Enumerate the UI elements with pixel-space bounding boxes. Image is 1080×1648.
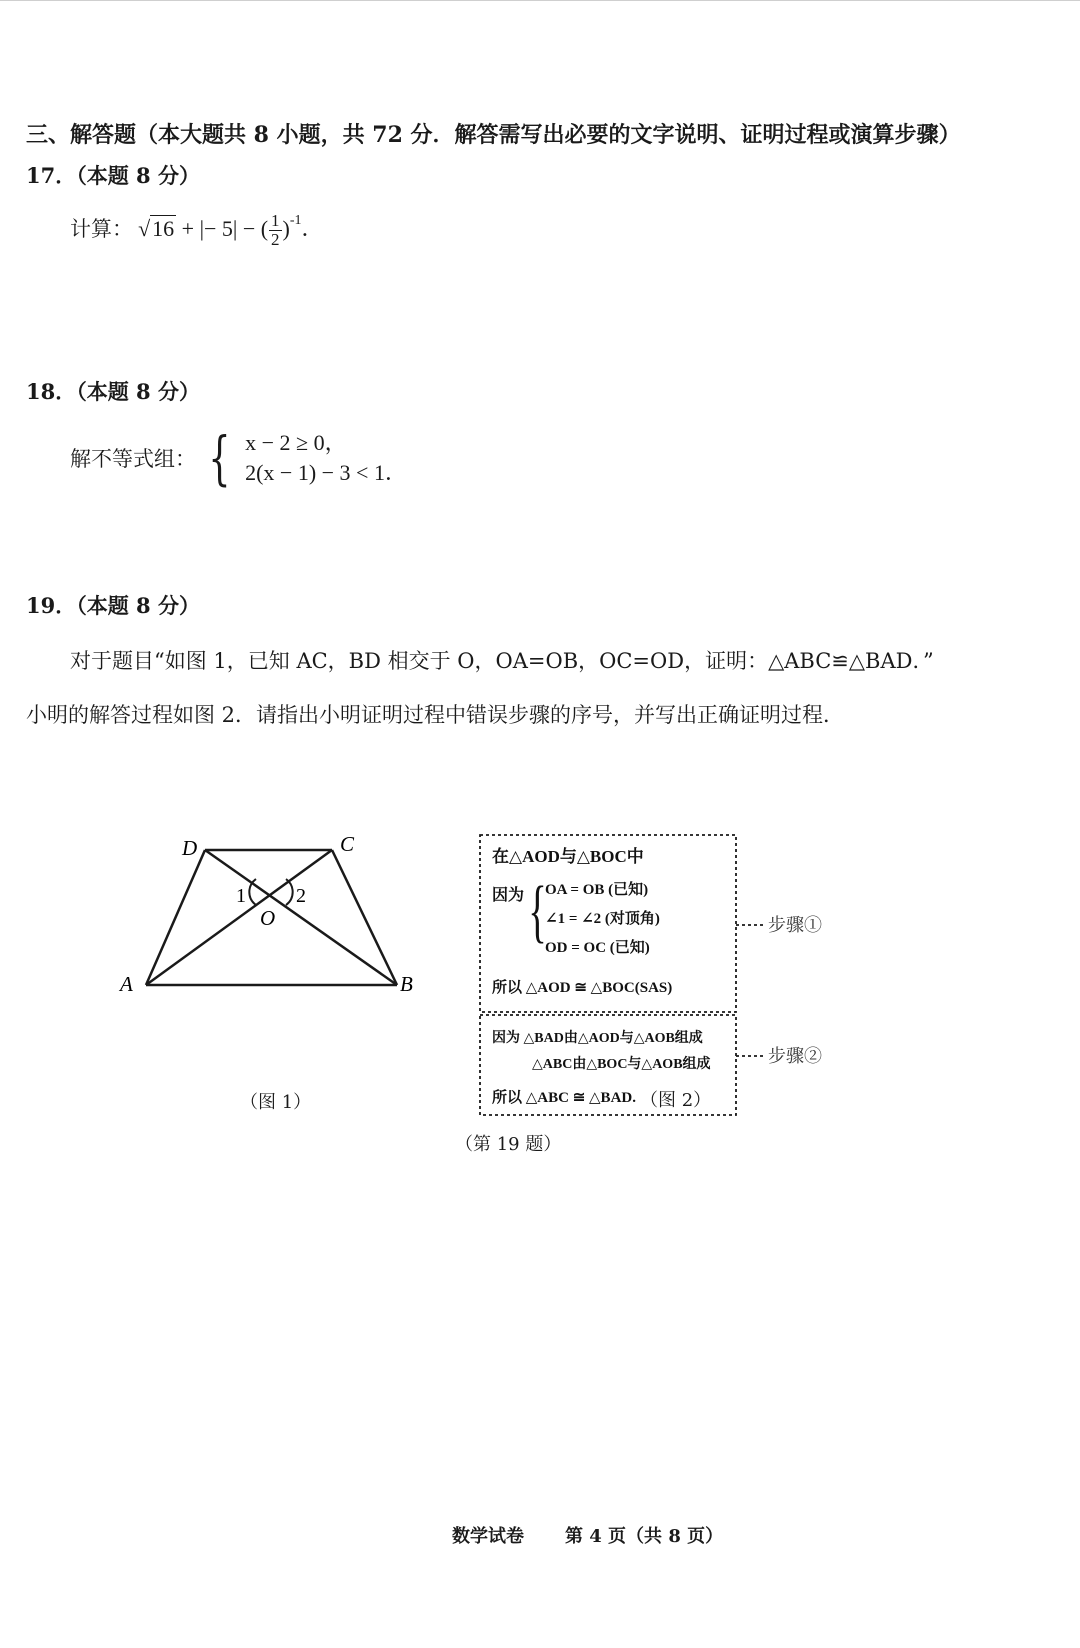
inequality-system bbox=[201, 424, 407, 492]
minus-paren: − ( bbox=[242, 216, 269, 241]
q17-header: 17．（本题 8 分） bbox=[26, 163, 200, 188]
diagonal-AC bbox=[146, 850, 332, 985]
q19-header: 19．（本题 8 分） bbox=[26, 593, 200, 618]
q18-header: 18．（本题 8 分） bbox=[26, 379, 200, 404]
q18-system bbox=[70, 424, 407, 492]
box1-brace: { bbox=[528, 873, 547, 951]
step1-label: 步骤① bbox=[768, 915, 822, 935]
label-A: A bbox=[120, 972, 133, 996]
box1-line1: 在△AOD与△BOC中 bbox=[492, 847, 644, 866]
box1-cond1: OA = OB (已知) bbox=[545, 882, 649, 898]
system-brace: { bbox=[208, 424, 231, 492]
box2-conclusion: 所以 △ABC ≅ △BAD. bbox=[492, 1090, 636, 1106]
fraction-denominator: 2 bbox=[271, 230, 280, 250]
inequality-1: x − 2 ≥ 0， bbox=[245, 430, 347, 455]
q17-expression bbox=[70, 212, 324, 249]
diagonal-BD bbox=[205, 850, 397, 985]
sqrt-sign: √ bbox=[138, 216, 151, 241]
label-C: C bbox=[340, 832, 355, 856]
footer-subject: 数学试卷 bbox=[452, 1526, 524, 1547]
box1-cond2: ∠1 = ∠2 (对顶角) bbox=[545, 911, 660, 927]
fraction-numerator: 1 bbox=[271, 211, 280, 231]
q17-math bbox=[138, 211, 324, 250]
label-O: O bbox=[260, 906, 276, 930]
section-title: 三、解答题（本大题共 8 小题，共 72 分．解答需写出必要的文字说明、证明过程或演算步骤） bbox=[26, 122, 961, 148]
plus-sign: + bbox=[181, 216, 195, 241]
figure-2-caption: （图 2） bbox=[640, 1090, 712, 1111]
label-angle-1: 1 bbox=[236, 885, 246, 907]
label-B: B bbox=[400, 972, 413, 996]
figure-1-trapezoid bbox=[110, 825, 430, 1005]
step2-label: 步骤② bbox=[768, 1046, 822, 1066]
radicand: 16 bbox=[152, 216, 175, 241]
box2-line2: △ABC由△BOC与△AOB组成 bbox=[532, 1057, 711, 1072]
inequality-2: 2(x − 1) − 3 < 1． bbox=[245, 460, 407, 485]
q18-prompt: 解不等式组： bbox=[70, 447, 196, 471]
label-D: D bbox=[182, 836, 198, 860]
q19-caption: （第 19 题） bbox=[455, 1134, 562, 1155]
box1-conclusion: 所以 △AOD ≅ △BOC(SAS) bbox=[492, 980, 673, 996]
exponent: -1 bbox=[289, 213, 302, 228]
box1-because: 因为 bbox=[492, 887, 525, 904]
sqrt-term bbox=[138, 216, 176, 242]
close-paren: ) bbox=[282, 216, 290, 241]
box2-line1: 因为 △BAD由△AOD与△AOB组成 bbox=[492, 1031, 703, 1046]
figure-2-proof bbox=[470, 830, 870, 1120]
abs-term: |− 5| bbox=[199, 216, 238, 241]
page-top-edge bbox=[0, 0, 1080, 1]
q19-statement-line2: 小明的解答过程如图 2．请指出小明证明过程中错误步骤的序号，并写出正确证明过程． bbox=[26, 703, 845, 727]
label-angle-2: 2 bbox=[296, 885, 306, 907]
expression-end: ． bbox=[301, 216, 324, 241]
q19-statement-line1: 对于题目“如图 1，已知 AC，BD 相交于 O，OA=OB，OC=OD，证明：△ABC≌△BAD．” bbox=[70, 649, 934, 673]
system-lines bbox=[245, 428, 407, 488]
box1-cond3: OD = OC (已知) bbox=[545, 940, 650, 956]
segment-CB bbox=[332, 850, 397, 985]
footer-page-number: 第 4 页（共 8 页） bbox=[565, 1526, 724, 1547]
fraction-half bbox=[269, 212, 282, 249]
q17-prompt: 计算： bbox=[70, 217, 133, 241]
figure-1-caption: （图 1） bbox=[240, 1092, 312, 1113]
